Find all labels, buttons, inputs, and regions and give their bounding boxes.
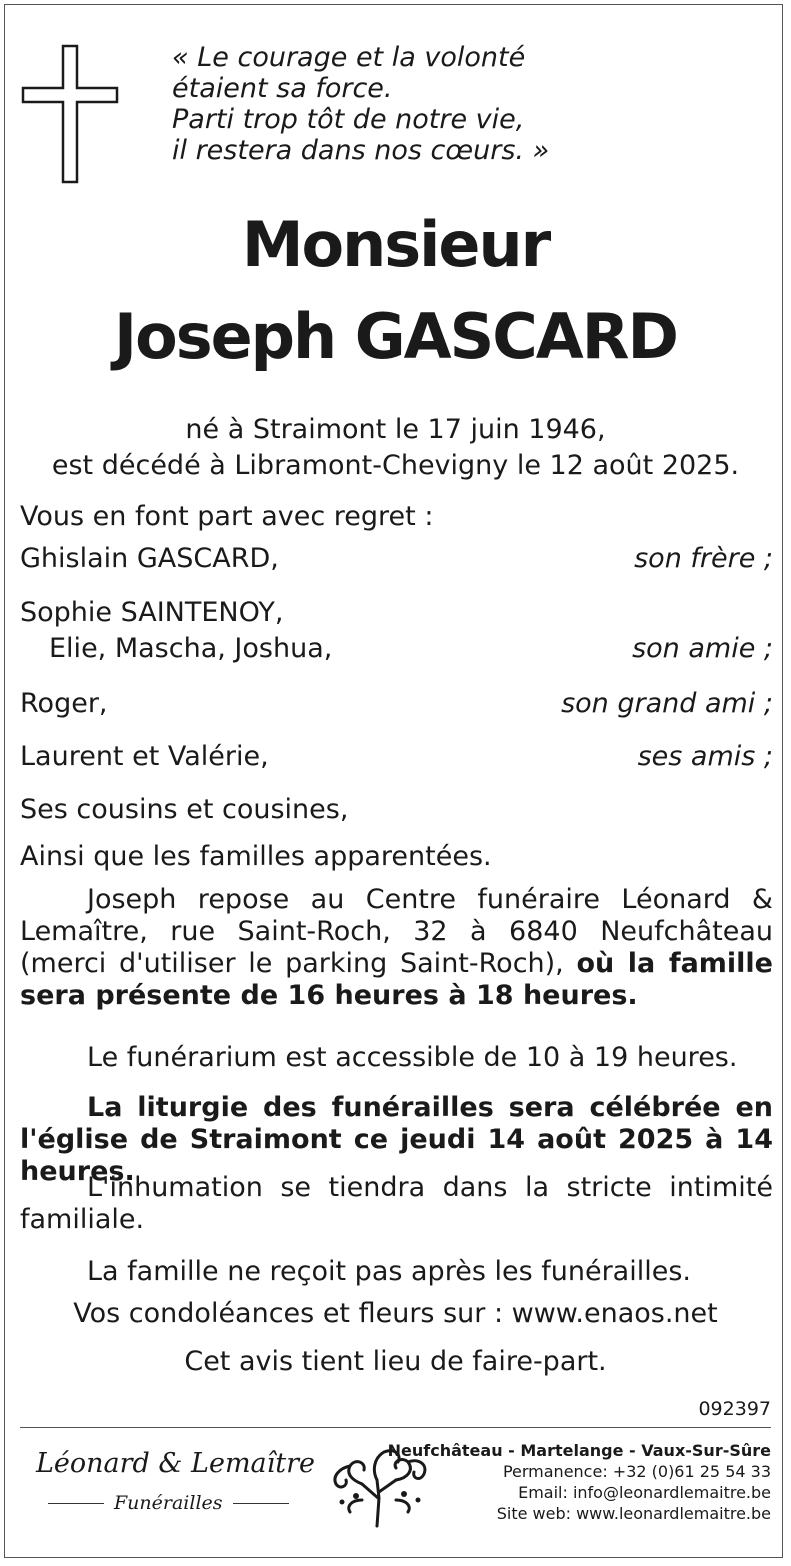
quote-line: Parti trop tôt de notre vie, (172, 104, 525, 135)
phone-line: Permanence: +32 (0)61 25 54 33 (502, 1462, 771, 1481)
funeral-home-logo-name: Léonard & Lemaître (36, 1448, 316, 1479)
burial-text: L'inhumation se tiendra dans la stricte intimité familiale. (20, 1172, 773, 1235)
family-name: Roger, (20, 688, 108, 719)
divider (20, 1427, 771, 1428)
reception-paragraph (20, 1256, 773, 1288)
quote-line: « Le courage et la volonté (172, 42, 526, 73)
family-relation: son grand ami ; (561, 688, 773, 719)
quote-line: il restera dans nos cœurs. » (172, 135, 550, 166)
deceased-name: Joseph GASCARD (114, 300, 677, 373)
family-name: Laurent et Valérie, (20, 741, 269, 772)
relatives-text: Ainsi que les familles apparentées. (20, 841, 492, 872)
divider (233, 1503, 289, 1504)
locations-line: Neufchâteau - Martelange - Vaux-Sur-Sûre (387, 1441, 771, 1460)
visiting-hours-text: où la famille sera présente de 16 heures à 18 heures. (20, 948, 773, 1011)
honorific: Monsieur (241, 208, 550, 281)
liturgy-text: La liturgie des funérailles sera célébrée en l'église de Straimont ce jeudi 14 août 2025 à 14 heures. (20, 1092, 773, 1187)
cousins-text: Ses cousins et cousines, (20, 794, 349, 825)
family-name: Sophie SAINTENOY, (20, 597, 284, 628)
funeral-home-logo-subtitle (48, 1492, 289, 1514)
logo-subtitle-text: Funérailles (114, 1492, 223, 1514)
repose-paragraph (20, 884, 773, 1012)
divider (48, 1503, 104, 1504)
epitaph-quote (172, 42, 732, 166)
email-line: Email: info@leonardlemaitre.be (518, 1483, 771, 1502)
burial-paragraph (20, 1172, 773, 1236)
website-line: Site web: www.leonardlemaitre.be (496, 1504, 771, 1523)
family-relation: son amie ; (632, 633, 773, 664)
death-line: est décédé à Libramont-Chevigny le 12 août 2025. (51, 450, 740, 481)
funerarium-hours: Le funérarium est accessible de 10 à 19 heures. (87, 1042, 738, 1073)
reference-number: 092397 (698, 1398, 771, 1420)
latin-cross-icon (20, 44, 120, 184)
funeral-home-contact (388, 1440, 771, 1524)
family-relation: son frère ; (634, 543, 773, 574)
condolences-line: Vos condoléances et fleurs sur : www.enaos.net (73, 1298, 718, 1329)
family-name: Ghislain GASCARD, (20, 543, 279, 574)
notice-line: Cet avis tient lieu de faire-part. (184, 1346, 607, 1377)
hours-paragraph (20, 1042, 773, 1074)
quote-line: étaient sa force. (172, 73, 393, 104)
family-sub-names: Elie, Mascha, Joshua, (49, 633, 333, 664)
repose-text: Joseph repose au Centre funéraire Léonard & Lemaître, rue Saint-Roch, 32 à 6840 Neufchâteau (merci d'utiliser le parking Saint-Roch), (20, 884, 773, 979)
intro-text: Vous en font part avec regret : (20, 501, 434, 532)
no-reception-text: La famille ne reçoit pas après les funérailles. (87, 1256, 691, 1287)
family-relation: ses amis ; (637, 741, 773, 772)
birth-line: né à Straimont le 17 juin 1946, (185, 414, 606, 445)
